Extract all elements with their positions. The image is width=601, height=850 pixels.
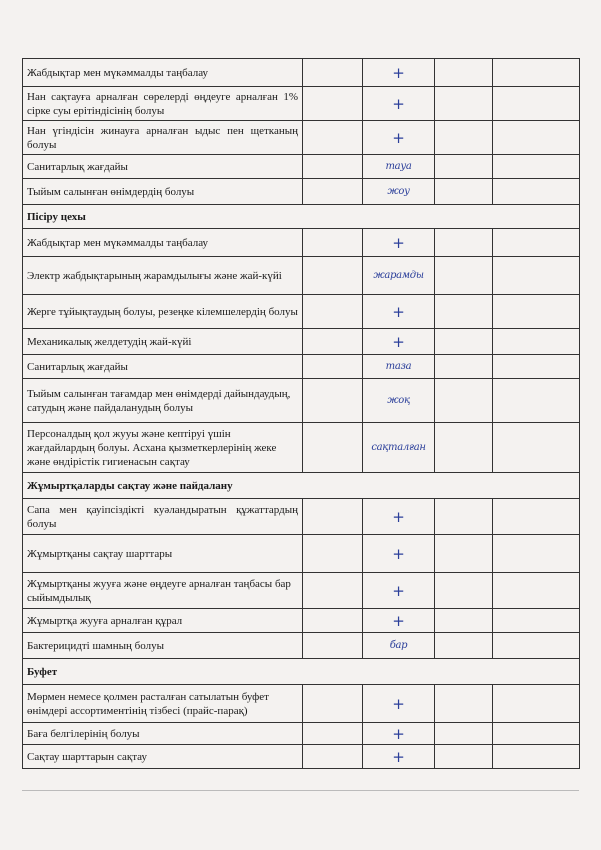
empty-cell <box>303 295 363 329</box>
checklist-item-text: Санитарлық жағдайы <box>23 155 303 179</box>
empty-cell <box>435 723 493 745</box>
checklist-item-text: Баға белгілерінің болуы <box>23 723 303 745</box>
empty-cell <box>493 633 580 659</box>
checklist-row <box>23 295 580 329</box>
empty-cell <box>303 609 363 633</box>
empty-cell <box>303 121 363 155</box>
section-title: Пісіру цехы <box>23 205 580 229</box>
handwritten-mark: таза <box>363 355 435 379</box>
checklist-item-text: Сақтау шарттарын сақтау <box>23 745 303 769</box>
empty-cell <box>493 535 580 573</box>
empty-cell <box>493 423 580 473</box>
empty-cell <box>435 59 493 87</box>
empty-cell <box>435 685 493 723</box>
checklist-item-text: Жұмыртқа жууға арналған құрал <box>23 609 303 633</box>
checklist-item-text: Мөрмен немесе қолмен расталған сатылатын буфет өнімдері ассортиментінің тізбесі (прайс-парақ) <box>23 685 303 723</box>
handwritten-mark: + <box>363 329 435 355</box>
checklist-row <box>23 155 580 179</box>
checklist-item-text: Тыйым салынған өнімдердің болуы <box>23 179 303 205</box>
empty-cell <box>435 609 493 633</box>
empty-cell <box>303 379 363 423</box>
handwritten-mark: бар <box>363 633 435 659</box>
checklist-row <box>23 423 580 473</box>
empty-cell <box>435 121 493 155</box>
empty-cell <box>303 423 363 473</box>
checklist-row <box>23 179 580 205</box>
checklist-row <box>23 59 580 87</box>
checklist-row <box>23 573 580 609</box>
empty-cell <box>493 257 580 295</box>
checklist-row <box>23 745 580 769</box>
checklist-row <box>23 633 580 659</box>
handwritten-mark: + <box>363 745 435 769</box>
checklist-item-text: Бактерицидті шамның болуы <box>23 633 303 659</box>
empty-cell <box>435 499 493 535</box>
empty-cell <box>435 295 493 329</box>
handwritten-mark: + <box>363 59 435 87</box>
handwritten-mark: + <box>363 609 435 633</box>
handwritten-mark: + <box>363 295 435 329</box>
handwritten-mark: жоу <box>363 179 435 205</box>
empty-cell <box>303 87 363 121</box>
inspection-checklist-table <box>22 58 580 769</box>
empty-cell <box>493 573 580 609</box>
empty-cell <box>493 609 580 633</box>
page-bottom-rule <box>22 790 579 791</box>
checklist-body <box>23 59 580 769</box>
handwritten-mark: + <box>363 499 435 535</box>
empty-cell <box>493 121 580 155</box>
checklist-row <box>23 723 580 745</box>
checklist-item-text: Персоналдың қол жууы және кептіруі үшін жағдайлардың болуы. Асхана қызметкерлерінің жеке және өндірістік гигиенасын сақтау <box>23 423 303 473</box>
checklist-row <box>23 229 580 257</box>
empty-cell <box>493 179 580 205</box>
empty-cell <box>435 379 493 423</box>
checklist-row <box>23 685 580 723</box>
section-title: Жұмыртқаларды сақтау және пайдалану <box>23 473 580 499</box>
checklist-item-text: Механикалық желдетудің жай-күйі <box>23 329 303 355</box>
handwritten-mark: жарамды <box>363 257 435 295</box>
handwritten-mark: + <box>363 229 435 257</box>
empty-cell <box>493 355 580 379</box>
empty-cell <box>493 745 580 769</box>
empty-cell <box>303 535 363 573</box>
empty-cell <box>435 155 493 179</box>
checklist-row <box>23 121 580 155</box>
empty-cell <box>303 573 363 609</box>
empty-cell <box>493 229 580 257</box>
checklist-row <box>23 329 580 355</box>
empty-cell <box>435 229 493 257</box>
checklist-item-text: Тыйым салынған тағамдар мен өнімдерді дайындаудың, сатудың және пайдаланудың болуы <box>23 379 303 423</box>
checklist-row <box>23 609 580 633</box>
empty-cell <box>303 59 363 87</box>
empty-cell <box>435 633 493 659</box>
empty-cell <box>493 379 580 423</box>
empty-cell <box>493 499 580 535</box>
empty-cell <box>303 229 363 257</box>
empty-cell <box>493 329 580 355</box>
checklist-row <box>23 499 580 535</box>
empty-cell <box>303 723 363 745</box>
empty-cell <box>303 633 363 659</box>
empty-cell <box>435 423 493 473</box>
empty-cell <box>435 355 493 379</box>
checklist-row <box>23 87 580 121</box>
handwritten-mark: + <box>363 685 435 723</box>
empty-cell <box>493 155 580 179</box>
handwritten-mark: + <box>363 573 435 609</box>
checklist-item-text: Жұмыртқаны жууға және өңдеуге арналған таңбасы бар сыйымдылық <box>23 573 303 609</box>
checklist-item-text: Санитарлық жағдайы <box>23 355 303 379</box>
empty-cell <box>303 179 363 205</box>
checklist-item-text: Жұмыртқаны сақтау шарттары <box>23 535 303 573</box>
empty-cell <box>493 685 580 723</box>
handwritten-mark: жоқ <box>363 379 435 423</box>
empty-cell <box>303 155 363 179</box>
checklist-row <box>23 257 580 295</box>
checklist-row <box>23 355 580 379</box>
handwritten-mark: + <box>363 535 435 573</box>
handwritten-mark: сақталған <box>363 423 435 473</box>
empty-cell <box>303 745 363 769</box>
empty-cell <box>435 257 493 295</box>
section-title: Буфет <box>23 659 580 685</box>
empty-cell <box>435 87 493 121</box>
section-header-row <box>23 205 580 229</box>
section-header-row <box>23 659 580 685</box>
empty-cell <box>303 355 363 379</box>
checklist-row <box>23 379 580 423</box>
handwritten-mark: + <box>363 87 435 121</box>
empty-cell <box>303 257 363 295</box>
empty-cell <box>435 573 493 609</box>
checklist-item-text: Нан сақтауға арналған сөрелерді өңдеуге арналған 1% сірке суы ерітіндісінің болуы <box>23 87 303 121</box>
checklist-item-text: Сапа мен қауіпсіздікті куәландыратын құжаттардың болуы <box>23 499 303 535</box>
handwritten-mark: + <box>363 121 435 155</box>
checklist-item-text: Электр жабдықтарының жарамдылығы және жай-күйі <box>23 257 303 295</box>
empty-cell <box>493 59 580 87</box>
checklist-item-text: Нан үгіндісін жинауға арналған ыдыс пен щетканың болуы <box>23 121 303 155</box>
empty-cell <box>493 295 580 329</box>
checklist-item-text: Жабдықтар мен мүкәммалды таңбалау <box>23 229 303 257</box>
empty-cell <box>435 535 493 573</box>
checklist-item-text: Жерге тұйықтаудың болуы, резеңке кілемшелердің болуы <box>23 295 303 329</box>
section-header-row <box>23 473 580 499</box>
empty-cell <box>303 329 363 355</box>
handwritten-mark: тауа <box>363 155 435 179</box>
empty-cell <box>303 685 363 723</box>
empty-cell <box>435 179 493 205</box>
empty-cell <box>303 499 363 535</box>
checklist-row <box>23 535 580 573</box>
empty-cell <box>493 723 580 745</box>
empty-cell <box>493 87 580 121</box>
empty-cell <box>435 329 493 355</box>
checklist-item-text: Жабдықтар мен мүкәммалды таңбалау <box>23 59 303 87</box>
handwritten-mark: + <box>363 723 435 745</box>
empty-cell <box>435 745 493 769</box>
